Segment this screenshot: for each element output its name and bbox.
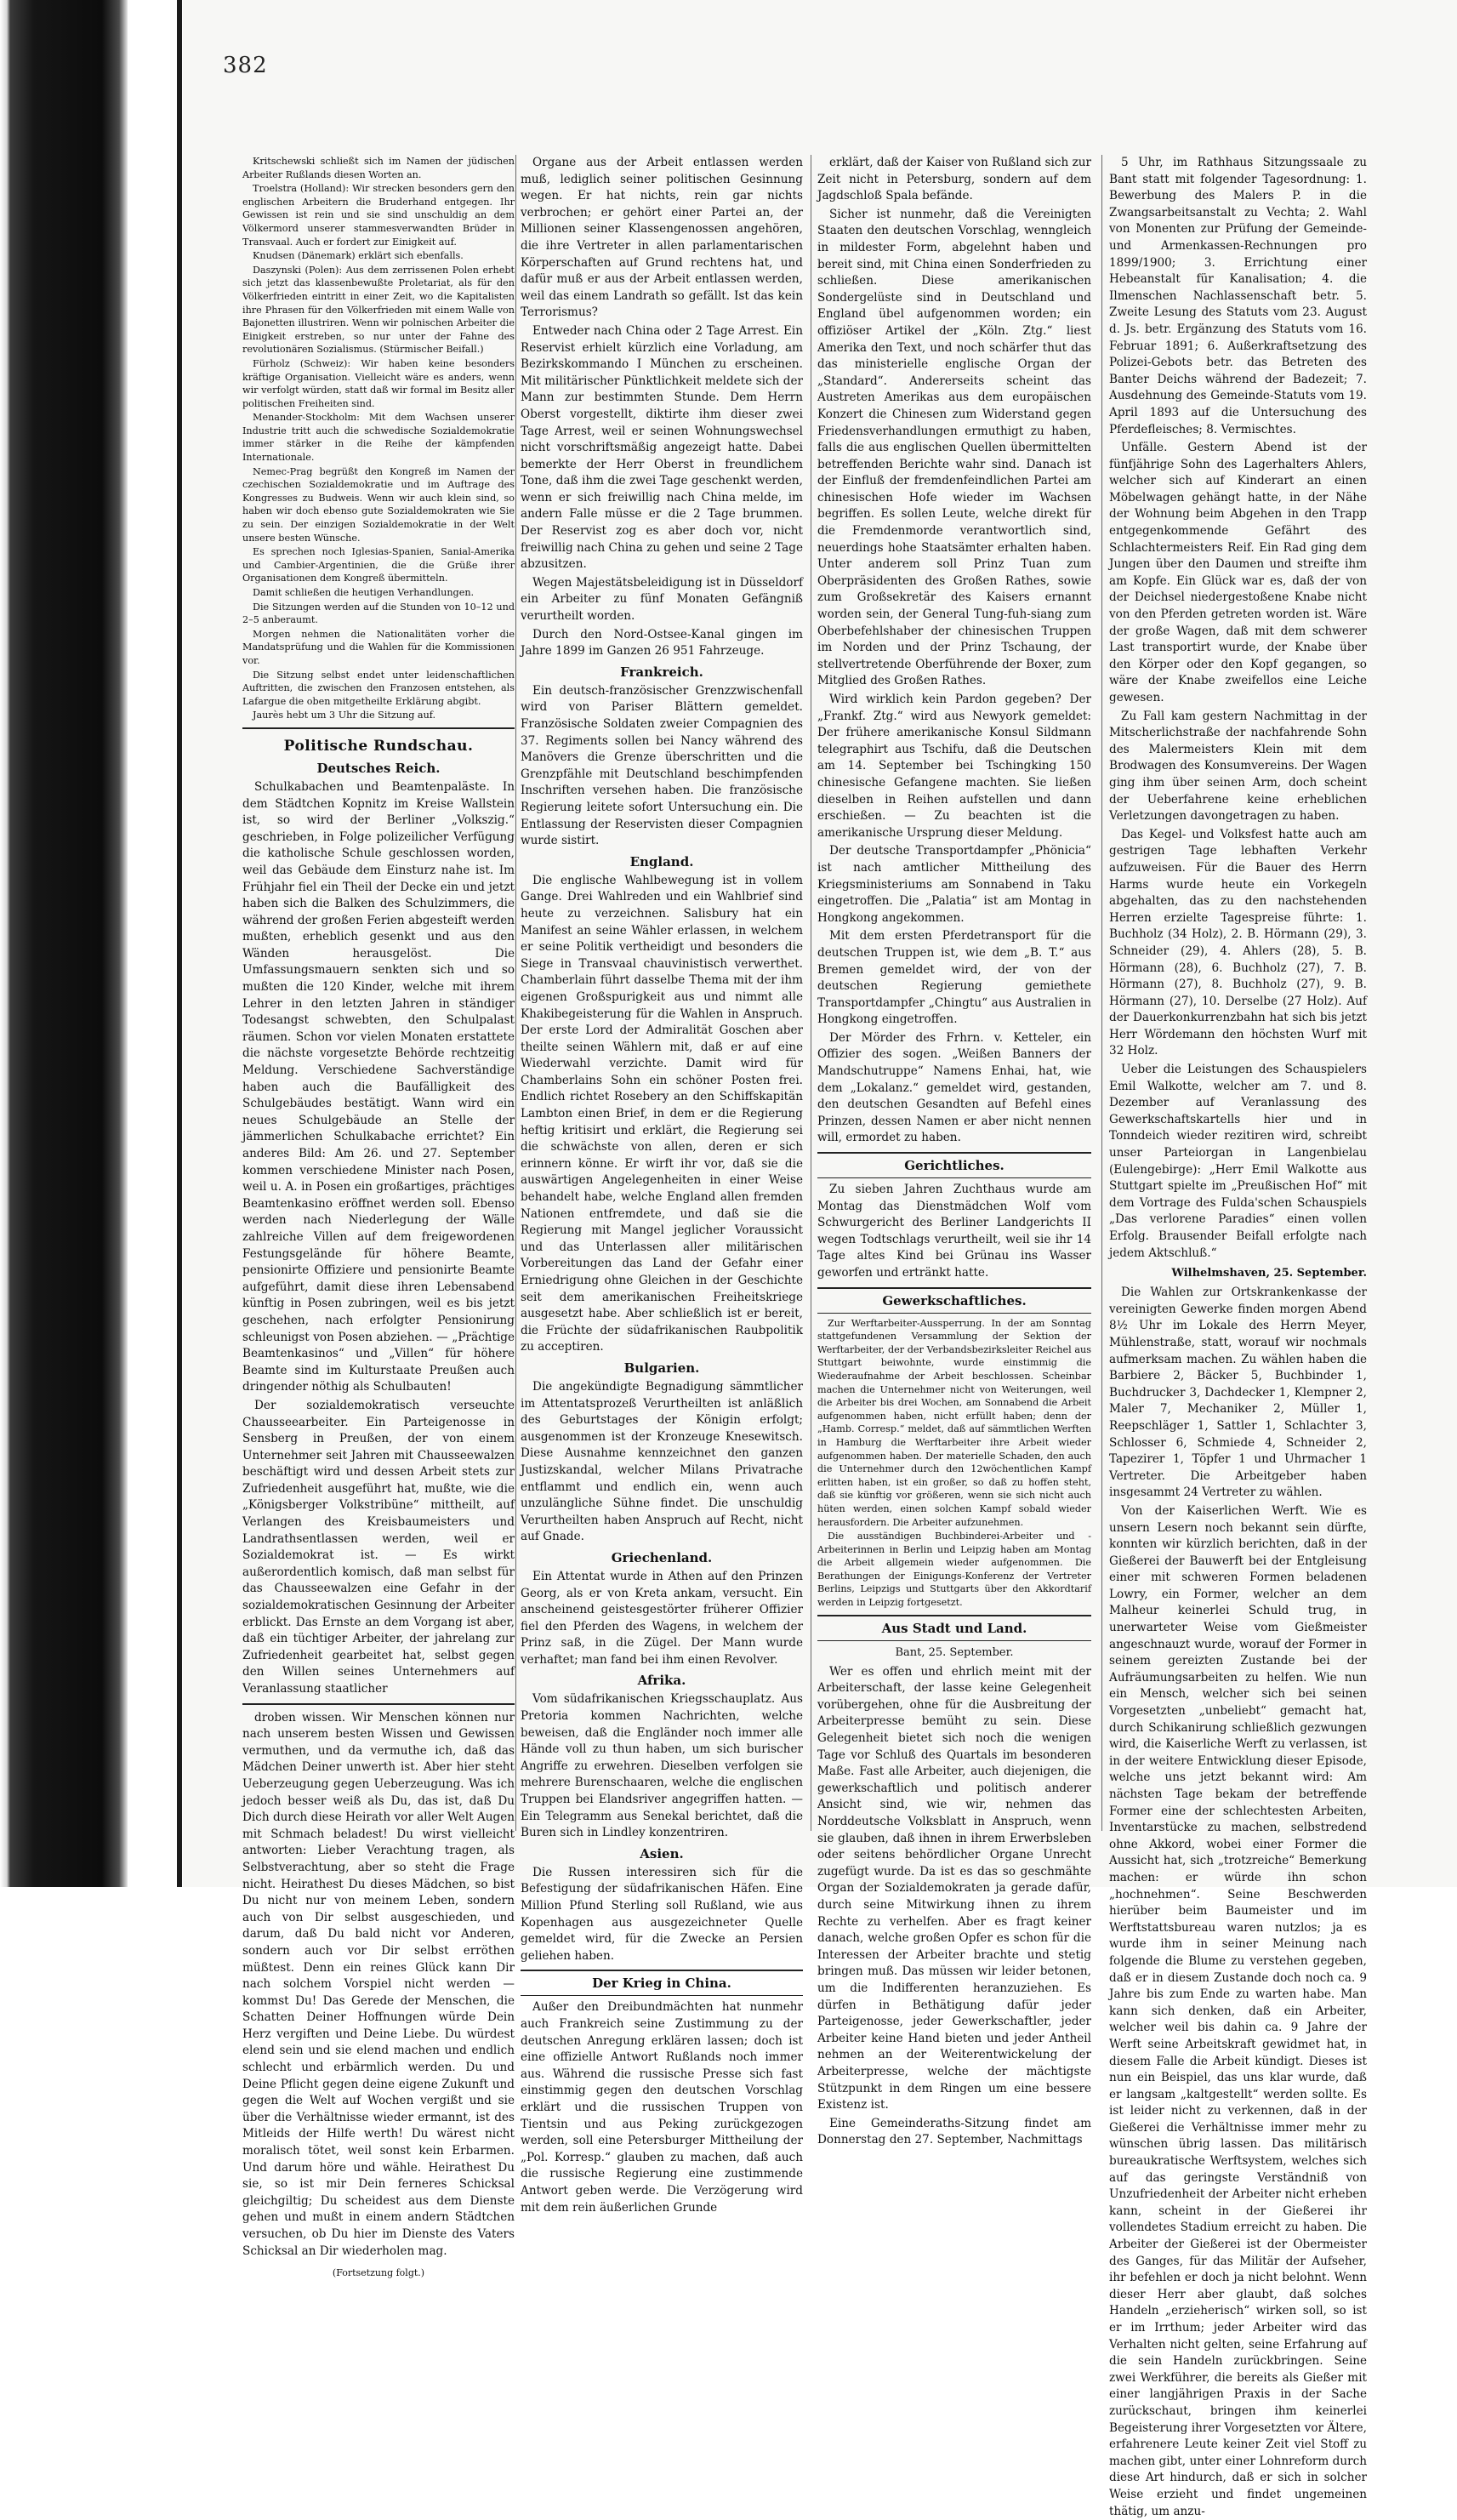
- paragraph: Kritschewski schließt sich im Namen der jüdischen Arbeiter Rußlands diesen Worten an.: [242, 156, 515, 180]
- column-rule: [515, 155, 516, 1831]
- column-2: [521, 155, 803, 2215]
- bound-spine: [0, 0, 128, 1887]
- section-subtitle: Deutsches Reich.: [316, 760, 441, 776]
- heading-gewerkschaftliches: Gewerkschaftliches.: [817, 1287, 1091, 1314]
- paragraph: Fürholz (Schweiz): Wir haben keine besonders kräftige Organisation. Vielleicht wäre es anders, wenn wir verfolgt würden, statt daß wir formal im Besitz aller politischen Freiheiten sind.: [242, 357, 515, 409]
- paragraph: Organe aus der Arbeit entlassen werden muß, lediglich seiner politischen Gesinnung wegen. Er hat nichts, rein gar nichts verbrochen; er gehört einer Partei an, der Millionen seiner Klassengenossen angehören, die ihre Vertreter in allen parlamentarischen Körperschaften auf Grund rechtens hat, und dafür muß er aus der Arbeit entlassen werden, weil das einem Landrath so gefällt. Ist das kein Terrorismus?: [521, 156, 803, 320]
- paragraph: Durch den Nord-Ostsee-Kanal gingen im Jahre 1899 im Ganzen 26 951 Fahrzeuge.: [521, 627, 803, 659]
- paragraph: Damit schließen die heutigen Verhandlungen.: [253, 587, 475, 598]
- paragraph: Zu Fall kam gestern Nachmittag in der Mitscherlichstraße der nachfahrende Sohn des Malermeisters Klein mit dem Brodwagen des Konsumvereins. Der Wagen ging ihm über seinen Arm, doch scheint der Ueberfahrene keine erheblichen Verletzungen davongetragen zu haben.: [1109, 709, 1367, 824]
- heading-afrika: Afrika.: [637, 1673, 686, 1689]
- paragraph: Daszynski (Polen): Aus dem zerrissenen Polen erhebt sich jetzt das klassenbewußte Proletariat, als für den Völkerfrieden eintritt in einer Zeit, wo die Kapitalisten ihre Phrasen für den Völkerfrieden mit einem Walle von Bajonetten illustriren. Wenn wir polnischen Arbeiter die Einigkeit erstreben, so nur unter der Fahne des revolutionären Sozialismus. (Stürmischer Beifall.): [242, 264, 515, 356]
- paragraph: Ueber die Leistungen des Schauspielers Emil Walkotte, welcher am 7. und 8. Dezember auf Veranlassung des Gewerkschaftskartells hier und in Tonndeich wieder rezitiren wird, schreibt unser Parteiorgan in Langenbielau (Eulengebirge): „Herr Emil Walkotte aus Stuttgart spielte im „Preußischen Hof“ mit dem Vortrage des Fulda'schen Schauspiels „Das verlorene Paradies“ einen vollen Erfolg. Brausender Beifall erfolgte nach jedem Aktschluß.“: [1109, 1063, 1367, 1260]
- paragraph: Von der Kaiserlichen Werft. Wie es unsern Lesern noch bekannt sein dürfte, konnten wir kürzlich berichten, daß in der Gießerei der Bauwerft bei der Entgleisung einer mit schweren Formen beladenen Lowry, ein Former, welcher an dem Malheur keinerlei Schuld trug, in unerwarteter Weise vom Gießmeister angeschnauzt wurde, worauf der Former in seinem gereizten Zustande bei der Aufräumungsarbeiten zu helfen. Wie nun ein Mensch, welcher sich bei seinen Vorgesetzten „unbeliebt“ gemacht hat, durch Schikanirung schließlich gezwungen wird, die Kaiserliche Werft zu verlassen, ist in der weitere Entwicklung dieser Episode, welche uns jetzt bekannt wird: Am nächsten Tage bekam der betreffende Former eine der schlechtesten Arbeiten, Inventarstücke zu machen, selbstredend ohne Akkord, wobei einer Former die Aussicht hat, sich „trotzreiche“ Bemerkung machen: er würde ihn schon „hochnehmen“. Seine Beschwerden hierüber beim Baumeister und im Werftstattsbureau waren nutzlos; ja es wurde ihm in seiner Meinung nach folgende die Blume zu verstehen gegeben, daß er in diesem Zustande doch noch ca. 9 Jahre bis zum Ende zu warten habe. Man kann sich denken, daß ein Arbeiter, welcher weil bis dahin ca. 9 Jahre der Werft seine Arbeitskraft gewidmet hat, in diesem Falle die Arbeit kündigt. Dieses ist nun ein Beispiel, das uns klar wurde, daß er langsam „kaltgestellt“ werden sollte. Es ist leider nicht zu verkennen, daß in der Gießerei die Verhältnisse immer mehr zu wünschen übrig lassen. Das militärisch bureaukratische Werftsystem, welches sich auf das geringste Verständniß von Unzufriedenheit der Arbeiter nicht erheben kann, scheint in der Gießerei ihr vollendetes Stadium erreicht zu haben. Die Arbeiter der Gießerei ist der Obermeister des Ganges, für das Militär der Aufseher, ihr befehlen er doch ja nicht belohnt. Wenn dieser Herr aber glaubt, daß solches Handeln „erzieherisch“ wirken soll, so ist er im Irrthum; jeder Arbeiter wird das Verhalten nicht gelten, seine Erfahrung auf die sein Handeln zurückbringen. Seine zwei Werkführer, die bereits als Gießer mit einer langjährigen Praxis in der Sache zurückschaut, bringen ihm keinerlei Begeisterung ihrer Vorgesetzten vor Ältere, erfahrenere Leute keiner Zeit viel Stoff zu machen gibt, unter einer Lohnreform durch diese Art hindurch, daß er sich in solcher Weise erzieht und findet ungemeinen thätig, um anzu-: [1109, 1503, 1367, 2518]
- column-rule: [1101, 155, 1102, 1831]
- column-3: [817, 155, 1091, 2147]
- paragraph: Der sozialdemokratisch verseuchte Chausseearbeiter. Ein Parteigenosse in Sensberg in Preußen, der von einem Unternehmer seit Jahren mit Chausseewalzen beschäftigt wird und dessen Arbeit stets zur Zufriedenheit ausgeführt hat, mußte, wie die „Königsberger Volkstribüne“ mittheilt, auf Verlangen des Kreisbaumeisters und Landrathsentlassen werden, weil er Sozialdemokrat ist. — Es wirkt außerordentlich komisch, daß man selbst für das Chausseewalzen eine Gefahr in der sozialdemokratischen Gesinnung der Arbeiter erblickt. Das Ernste an dem Vorgang ist aber, daß ein tüchtiger Arbeiter, der jahrelang zur Zufriedenheit gearbeitet hat, selbst gegen den Willen seines Unternehmers auf Veranlassung staatlicher: [242, 1398, 515, 1696]
- paragraph: Außer den Dreibundmächten hat nunmehr auch Frankreich seine Zustimmung zu der deutschen Anregung erklären lassen; doch ist eine offizielle Antwort Rußlands noch immer aus. Während die russische Presse sich fast einstimmig gegen den deutschen Vorschlag erklärt und die russischen Truppen von Tientsin und aus Peking zurückgezogen werden, soll eine Petersburger Mittheilung der „Pol. Korresp.“ glauben zu machen, daß auch die russische Regierung eine zustimmende Antwort geben werde. Die Verzögerung wird mit dem rein äußerlichen Grunde: [521, 2000, 803, 2215]
- paragraph: Der Mörder des Frhrn. v. Ketteler, ein Offizier des sogen. „Weißen Banners der Mandschutruppe“ Namens Enhai, hat, wie dem „Lokalanz.“ gemeldet wird, gestanden, den deutschen Gesandten auf Befehl eines Prinzen, dessen Namen er aber nicht nennen will, ermordet zu haben.: [817, 1030, 1091, 1145]
- paragraph: Die angekündigte Begnadigung sämmtlicher im Attentatsprozeß Verurtheilten ist anläßlich des Geburtstages der Königin erfolgt; ausgenommen ist der Kronzeuge Knesewitsch. Diese Ausnahme kennzeichnet den ganzen Justizskandal, welcher Milans Privatrache entflammt und endlich ein, wenn auch unzulängliche Sühne findet. Die unschuldig Verurtheilten haben Anspruch auf Recht, nicht auf Gnade.: [521, 1379, 803, 1544]
- paragraph: Der deutsche Transportdampfer „Phönicia“ ist nach amtlicher Mittheilung des Kriegsministeriums am Sonnabend in Taku eingetroffen. Die „Palatia“ ist am Montag in Hongkong angekommen.: [817, 844, 1091, 925]
- paragraph: Das Kegel- und Volksfest hatte auch am gestrigen Tage lebhaften Verkehr aufzuweisen. Für die Bauer des Herrn Harms wurde heute ein Vorkegeln abgehalten, das zu den nachstehenden Herren erzielte Tagespreise führte: 1. Buchholz (34 Holz), 2. B. Hörmann (29), 3. Schneider (29), 4. Ahlers (28), 5. B. Hörmann (28), 6. Buchholz (27), 7. B. Hörmann (27), 8. Buchholz (27), 9. B. Hörmann (27), 10. Derselbe (27 Holz). Auf der Dauerkonkurrenzbahn hat sich bis jetzt Herr Wördemann den höchsten Wurf mit 32 Holz.: [1109, 827, 1367, 1058]
- continuation-note: (Fortsetzung folgt.): [332, 2267, 425, 2279]
- paragraph: Morgen nehmen die Nationalitäten vorher die Mandatsprüfung und die Wahlen für die Kommissionen vor.: [242, 628, 515, 666]
- paragraph: Die englische Wahlbewegung ist in vollem Gange. Drei Wahlreden und ein Wahlbrief sind heute zu verzeichnen. Salisbury hat ein Manifest an seine Wähler erlassen, in welchem er seine Politik vertheidigt und besonders die Siege in Transvaal chauvinistisch verwerthet. Chamberlain führt dasselbe Thema mit der ihm eigenen Großspurigkeit aus und nimmt alle Khakibegeisterung für die Wahlen in Anspruch. Der erste Lord der Admiralität Goschen aber theilte seinen Wählern mit, daß er auf eine Wiederwahl verzichte. Damit wird für Chamberlains Sohn ein schöner Posten frei. Endlich richtet Rosebery an den Schiffskapitän Lambton einen Brief, in dem er die Regierung heftig kritisirt und erklärt, die Regierung sei die schwächste von allen, deren er sich erinnern könne. Er wirft ihr vor, daß sie die auswärtigen Angelegenheiten in einer Weise behandelt habe, welche England allen fremden Nationen entfremdete, und daß sie die Regierung mit Mangel jeglicher Voraussicht und das Unterlassen aller militärischen Vorbereitungen das Land der Gefahr einer Erniedrigung ohne Gleichen in der Geschichte seit dem amerikanischen Freiheitskriege ausgesetzt habe. Aber schließlich ist er bereit, die Früchte der südafrikanischen Raubpolitik zu acceptiren.: [521, 873, 803, 1354]
- divider: [242, 727, 515, 729]
- feuilleton-paragraph: droben wissen. Wir Menschen können nur nach unserem besten Wissen und Gewissen vermuthen, und da vermuthe ich, daß das Mädchen Deiner unwerth ist. Aber hier steht Ueberzeugung gegen Ueberzeugung. Was ich jedoch besser weiß als Du, das ist, daß Du Dich durch diese Heirath vor aller Welt Augen mit Schmach beladest! Du wirst vielleicht antworten: Lieber Verachtung tragen, als Selbstverachtung, aber so steht die Frage nicht. Heirathest Du dieses Mädchen, so bist Du nicht nur von meinem Leben, sondern auch von Dir selbst ausgeschieden, und darum, daß Du bald nicht vor Anderen, sondern auch vor Dir selbst erröthen müßtest. Denn ein reines Glück kann Dir nach solchem Vorspiel nicht werden — kommst Du! Das Gerede der Menschen, die Schatten Deiner Hoffnungen würde Dein Herz vergiften und Deine Liebe. Du würdest elend sein und sie elend machen und endlich schlecht und erbärmlich werden. Du und Deine Pflicht gegen deine eigene Zukunft und gegen die Welt auf Wochen vergißt und sie über die Verhältnisse wieder ermannt, ist des Mitleids der Hilfe werth! Du wärest nicht moralisch tötet, weil sonst kein Erbarmen. Und darum höre und wähle. Heirathest Du sie, so ist mir Dein ferneres Schicksal gleichgiltig; Du scheidest aus dem Dienste gehen und mußt in einem andern Städtchen versuchen, ob Du hier im Dienste des Vaters Schicksal an Dir wiederholen mag.: [242, 1710, 515, 2258]
- paragraph: Menander-Stockholm: Mit dem Wachsen unserer Industrie tritt auch die schwedische Sozialdemokratie immer stärker in die Reihe der kämpfenden Internationale.: [242, 412, 515, 464]
- paragraph: Mit dem ersten Pferdetransport für die deutschen Truppen ist, wie dem „B. T.“ aus Bremen gemeldet wird, der von der deutschen Regierung gemiethete Transportdampfer „Chingtu“ aus Australien in Hongkong eingetroffen.: [817, 929, 1091, 1027]
- paragraph: Sicher ist nunmehr, daß die Vereinigten Staaten den deutschen Vorschlag, wenngleich in mildester Form, abgelehnt haben und bereit sind, mit China einen Sonderfrieden zu schließen. Diese amerikanischen Sondergelüste sind in Deutschland und England übel aufgenommen worden; ein offiziöser Artikel der „Köln. Ztg.“ liest Amerika den Text, und noch schärfer thut das das ministerielle englische Organ der „Standard“. Andererseits scheint das Austreten Amerikas aus dem europäischen Konzert die Chinesen zum Widerstand gegen Friedensverhandlungen ermuthigt zu haben, falls die aus englischen Quellen übermittelten betreffenden Berichte wahr sind. Danach ist der Einfluß der fremdenfeindlichen Partei am chinesischen Hofe wieder im Wachsen begriffen. Es sollen Leute, welche direkt für die Fremdenmorde verantwortlich sind, neuerdings hohe Staatsämter erhalten haben. Unter anderem soll Prinz Tuan zum Oberpräsidenten des Großen Rathes, sowie zum Großsekretär des Kaisers ernannt worden sein, der General Tung-fuh-siang zum Oberbefehlshaber der chinesischen Truppen im Norden und der Prinz Tschaung, der stellvertretende Oberführende der Boxer, zum Mitglied des Großen Rathes.: [817, 207, 1091, 688]
- paragraph: Jaurès hebt um 3 Uhr die Sitzung auf.: [253, 710, 436, 721]
- paragraph: erklärt, daß der Kaiser von Rußland sich zur Zeit nicht in Petersburg, sondern auf dem Jagdschloß Spala befände.: [817, 156, 1091, 203]
- paragraph: Zur Werftarbeiter-Aussperrung. In der am Sonntag stattgefundenen Versammlung der Sektion der Werftarbeiter, der der Verbandsbezirksleiter Reichel aus Stuttgart beiwohnte, wurde einstimmig die Wiederaufnahme der Arbeit beschlossen. Scheinbar machen die Unternehmer nicht von Weiterungen, weil die Arbeiter bis drei Wochen, am Sonnabend die Arbeit aufgenommen haben, nicht erfüllt haben; denn der „Hamb. Corresp.“ meldet, daß auf sämmtlichen Werften in Hamburg die Werftarbeiter ihre Arbeit wieder aufgenommen haben. Der materielle Schaden, den auch die Unternehmer durch den 12wöchentlichen Kampf erlitten haben, ist ein großer, so daß zu hoffen steht, daß sie künftig vor größeren, wenn sie sich nicht auch hüten werden, einen solchen Kampf sobald wieder herausfordern. Die Arbeiter aufzunehmen.: [817, 1317, 1091, 1528]
- congress-report: [242, 155, 515, 722]
- column-1: [242, 155, 515, 2279]
- paragraph: Wegen Majestätsbeleidigung ist in Düsseldorf ein Arbeiter zu fünf Monaten Gefängniß verurtheilt worden.: [521, 575, 803, 624]
- gutter-line: [177, 0, 182, 1887]
- paragraph: Zu sieben Jahren Zuchthaus wurde am Montag das Dienstmädchen Wolf vom Schwurgericht des Berliner Landgerichts II wegen Todtschlags verurtheilt, weil sie ihr 14 Tage altes Kind bei Grünau ins Wasser geworfen und ertränkt hatte.: [817, 1183, 1091, 1280]
- paragraph: Vom südafrikanischen Kriegsschauplatz. Aus Pretoria kommen Nachrichten, welche beweisen, daß die Engländer noch immer alle Hände voll zu thun haben, um sich burischer Angriffe zu erwehren. Dieselben verfolgen sie mehrere Burenschaaren, welche die englischen Truppen bei Elandsriver angegriffen hatten. — Ein Telegramm aus Senekal berichtet, daß die Buren sich in Lindley konzentriren.: [521, 1692, 803, 1840]
- paragraph: Entweder nach China oder 2 Tage Arrest. Ein Reservist erhielt kürzlich eine Vorladung, am Bezirkskommando I München zu erscheinen. Mit militärischer Pünktlichkeit meldete sich der Mann zur bestimmten Stunde. Dem Herrn Oberst vorgestellt, diktirte ihm dieser zwei Tage Arrest, weil er seinen Wohnungswechsel nicht vorschriftsmäßig angezeigt hatte. Dabei bemerkte der Herr Oberst in freundlichem Tone, daß ihm die zwei Tage geschenkt werden, wenn er sich freiwillig nach China melde, im andern Falle müsse er die 2 Tage brummen. Der Reservist zog es aber doch vor, nicht freiwillig nach China zu gehen und seine 2 Tage abzusitzen.: [521, 323, 803, 572]
- heading-england: England.: [629, 853, 694, 869]
- section-title: Politische Rundschau.: [283, 737, 474, 755]
- dateline: Bant, 25. September.: [895, 1645, 1014, 1659]
- heading-griechenland: Griechenland.: [611, 1549, 713, 1565]
- paragraph: Unfälle. Gestern Abend ist der fünfjährige Sohn des Lagerhalters Ahlers, welcher sich auf Kinderart an einen Möbelwagen gehängt hatte, in der Nähe der Wohnung beim Abgehen in den Trapp entgegenkommende Gefährt des Schlachtermeisters Reif. Ein Rad ging dem Jungen über den Daumen und streifte ihm am Kopfe. Ein Glück war es, daß der von der Deichsel niedergestoßene Knabe nicht von den Pferden getreten worden ist. Wäre der große Wagen, daß mit dem schwerer Last transportirt wurde, der Knabe über den Körper oder den Kopf gegangen, so wäre der Knabe zweifellos eine Leiche gewesen.: [1109, 441, 1367, 704]
- paragraph: Die Sitzung selbst endet unter leidenschaftlichen Auftritten, die zwischen den Franzosen entstehen, als Lafargue die oben mitgetheilte Erklärung abgibt.: [242, 669, 515, 707]
- paragraph: Die Sitzungen werden auf die Stunden von 10–12 und 2–5 anberaumt.: [242, 601, 515, 626]
- paragraph: Die Wahlen zur Ortskrankenkasse der vereinigten Gewerke finden morgen Abend 8½ Uhr im Lokale des Herrn Meyer, Mühlenstraße, statt, worauf wir nochmals aufmerksam machen. Zu wählen haben die Barbiere 2, Bäcker 5, Buchbinder 1, Buchdrucker 3, Dachdecker 1, Klempner 2, Maler 7, Mechaniker 2, Müller 1, Reepschläger 1, Sattler 1, Schlachter 3, Schlosser 6, Schmiede 4, Schneider 2, Tapezirer 1, Töpfer 1 und Uhrmacher 1 Vertreter. Die Arbeitgeber haben insgesammt 24 Vertreter zu wählen.: [1109, 1286, 1367, 1500]
- page-number: 382: [223, 53, 268, 78]
- feuilleton-divider: [242, 1703, 515, 1705]
- paragraph: Nemec-Prag begrüßt den Kongreß im Namen der czechischen Sozialdemokratie und im Auftrage des Kongresses zu Budweis. Wenn wir auch klein sind, so haben wir doch ebenso gute Sozialdemokraten wie Sie zu sein. Der einzigen Sozialdemokratie in der Welt unsere besten Wünsche.: [242, 465, 515, 544]
- paragraph: Eine Gemeinderaths-Sitzung findet am Donnerstag den 27. September, Nachmittags: [817, 2116, 1091, 2147]
- paragraph: Ein deutsch-französischer Grenzzwischenfall wird von Pariser Blättern gemeldet. Französische Soldaten zweier Compagnien des 37. Regiments sollen bei Nancy während des Manövers die Grenze überschritten und die Grenzpfähle mit Deutschland beschimpfenden Inschriften versehen haben. Die französische Regierung leitete sofort Untersuchung ein. Die Entlassung der Reservisten dieser Compagnien wurde sistirt.: [521, 683, 803, 848]
- heading-aus-stadt-und-land: Aus Stadt und Land.: [817, 1615, 1091, 1641]
- heading-asien: Asien.: [640, 1845, 684, 1861]
- gewerkschaft-section: [817, 1317, 1091, 1610]
- paragraph: Knudsen (Dänemark) erklärt sich ebenfalls.: [253, 250, 464, 262]
- heading-bulgarien: Bulgarien.: [623, 1360, 700, 1376]
- paragraph: Die Russen interessiren sich für die Befestigung der südafrikanischen Häfen. Eine Million Pfund Sterling soll Rußland, wie aus Kopenhagen aus ausgezeichneter Quelle gemeldet wird, für die Zwecke an Persien geliehen haben.: [521, 1865, 803, 1963]
- paragraph: 5 Uhr, im Rathhaus Sitzungssaale zu Bant statt mit folgender Tagesordnung: 1. Bewerbung des Malers P. in die Zwangsarbeitsanstalt zu Vechta; 2. Wahl von Monenten zur Prüfung der Gemeinde- und Armenkassen-Rechnungen pro 1899/1900; 3. Errichtung einer Hebeanstalt für Kanalisation; 4. die Ilmenschen Nachlassenschaft betr. 5. Zweite Lesung des Statuts vom 23. August d. Js. betr. Ergänzung des Statuts vom 16. Februar 1891; 6. Außerkraftsetzung des Polizei-Gebots betr. das Betreten des Banter Deichs während der Badezeit; 7. Ausdehnung des Gemeinde-Statuts vom 19. April 1893 auf die Untersuchung des Pferdefleisches; 8. Vermischtes.: [1109, 156, 1367, 436]
- paragraph: Es sprechen noch Iglesias-Spanien, Sanial-Amerika und Cambier-Argentinien, die die Grüße ihrer Organisationen dem Kongreß übermitteln.: [242, 546, 515, 584]
- paragraph: Die ausständigen Buchbinderei-Arbeiter und -Arbeiterinnen in Berlin und Leipzig haben am Montag die Arbeit allgemein wieder aufgenommen. Die Berathungen der Einigungs-Konferenz der Vertreter Berlins, Leipzigs und Stuttgarts über den Akkordtarif werden in Leipzig fortgesetzt.: [817, 1531, 1091, 1609]
- paragraph: Wer es offen und ehrlich meint mit der Arbeiterschaft, der lasse keine Gelegenheit vorübergehen, ohne für die Ausbreitung der Arbeiterpresse bemüht zu sein. Diese Gelegenheit bietet sich noch die wenigen Tage vor Schluß des Quartals im besonderen Maße. Fast alle Arbeiter, auch diejenigen, die gewerkschaftlich und politisch anderer Ansicht sind, wie wir, nehmen das Norddeutsche Volksblatt in Anspruch, wenn sie glauben, daß ihnen in ihrem Erwerbsleben oder seitens behördlicher Organe Unrecht zugefügt wurde. Da ist es das so geschmähte Organ der Sozialdemokraten ja gerade dafür, durch seine Mitwirkung ihnen zu ihrem Rechte zu verhelfen. Aber es fragt keiner danach, welche großen Opfer es schon für die Interessen der Arbeiter brachte und stetig bringen muß. Das müssen wir leider betonen, um die Indifferenten heranzuziehen. Es dürfen in Bethätigung dafür jeder Parteigenosse, jeder Gewerkschaftler, jeder Arbeiter keine Hand bieten und jeder Antheil nehmen an der Weiterentwickelung der Arbeiterpresse, welche der mächtigste Stützpunkt in dem Ringen um eine bessere Existenz ist.: [817, 1664, 1091, 2112]
- paragraph: Ein Attentat wurde in Athen auf den Prinzen Georg, als er von Kreta ankam, versucht. Ein anscheinend geistesgestörter früherer Offizier fiel den Pferden des Wagens, in welchem der Prinz saß, in die Zügel. Der Mann wurde verhaftet; man fand bei ihm einen Revolver.: [521, 1569, 803, 1667]
- heading-krieg-in-china: Der Krieg in China.: [521, 1970, 803, 1996]
- heading-gerichtliches: Gerichtliches.: [817, 1152, 1091, 1178]
- heading-frankreich: Frankreich.: [620, 664, 703, 680]
- paragraph: Wird wirklich kein Pardon gegeben? Der „Frankf. Ztg.“ wird aus Newyork gemeldet: Der frühere amerikanische Konsul Sildmann telegraphirt aus Tschifu, daß die Deutschen am 14. September bei Tschingking 150 chinesische Gefangene machten. Sie ließen dieselben in Reihen aufstellen und dann erschießen. — Zu beachten ist die amerikanische Ursprung dieser Meldung.: [817, 693, 1091, 840]
- dateline: Wilhelmshaven, 25. September.: [1171, 1267, 1367, 1280]
- paragraph: Troelstra (Holland): Wir strecken besonders gern den englischen Arbeitern die Bruderhand entgegen. Ihr Gewissen ist rein und sie sind unschuldig an dem Völkermord unserer stammesverwandten Brüder in Transvaal. Auch er fordert zur Einigkeit auf.: [242, 183, 515, 248]
- column-4: [1109, 155, 1367, 2518]
- paragraph: Schulkabachen und Beamtenpaläste. In dem Städtchen Kopnitz im Kreise Wallstein ist, so wird der Berliner „Volkszig.“ geschrieben, in Folge polizeilicher Verfügung die katholische Schule geschlossen worden, weil das Gebäude dem Einsturz nahe ist. Im Frühjahr fiel ein Theil der Decke ein und jetzt haben sich die Balken des Schulzimmers, die während der großen Ferien abgesteift werden mußten, erheblich gesenkt und aus den Wänden herausgelöst. Die Umfassungsmauern senkten sich und so mußten die 120 Kinder, welche mit ihrem Lehrer in den letzten Jahren in ständiger Todesangst schwebten, den Schulpalast räumen. Schon vor vielen Monaten erstattete die nächste vorgesetzte Behörde rechtzeitig Meldung. Verschiedene Sachverständige haben auch die Baufälligkeit des Schulgebäudes bestätigt. Wann wird ein neues Schulgebäude an Stelle der jämmerlichen Schulkabache errichtet? Ein anderes Bild: Am 26. und 27. September kommen verschiedene Minister nach Posen, weil u. A. in Posen ein großartiges, prächtiges Beamtenkasino eröffnet werden soll. Ebenso werden nach Niederlegung der Wälle zahlreiche Villen auf dem freigewordenen Festungsgelände für höhere Beamte, pensionirte Offiziere und pensionirte Beamte aufgeführt, damit diese ihren Lebensabend künftig in Posen zubringen, weil es bis jetzt geschehen, nach erfolgter Pensionirung schleunigst von Posen abziehen. — „Prächtige Beamtenkasinos“ und „Villen“ für höhere Beamte sind im Kulturstaate Preußen auch dringender nöthig als Schulbauten!: [242, 779, 515, 1394]
